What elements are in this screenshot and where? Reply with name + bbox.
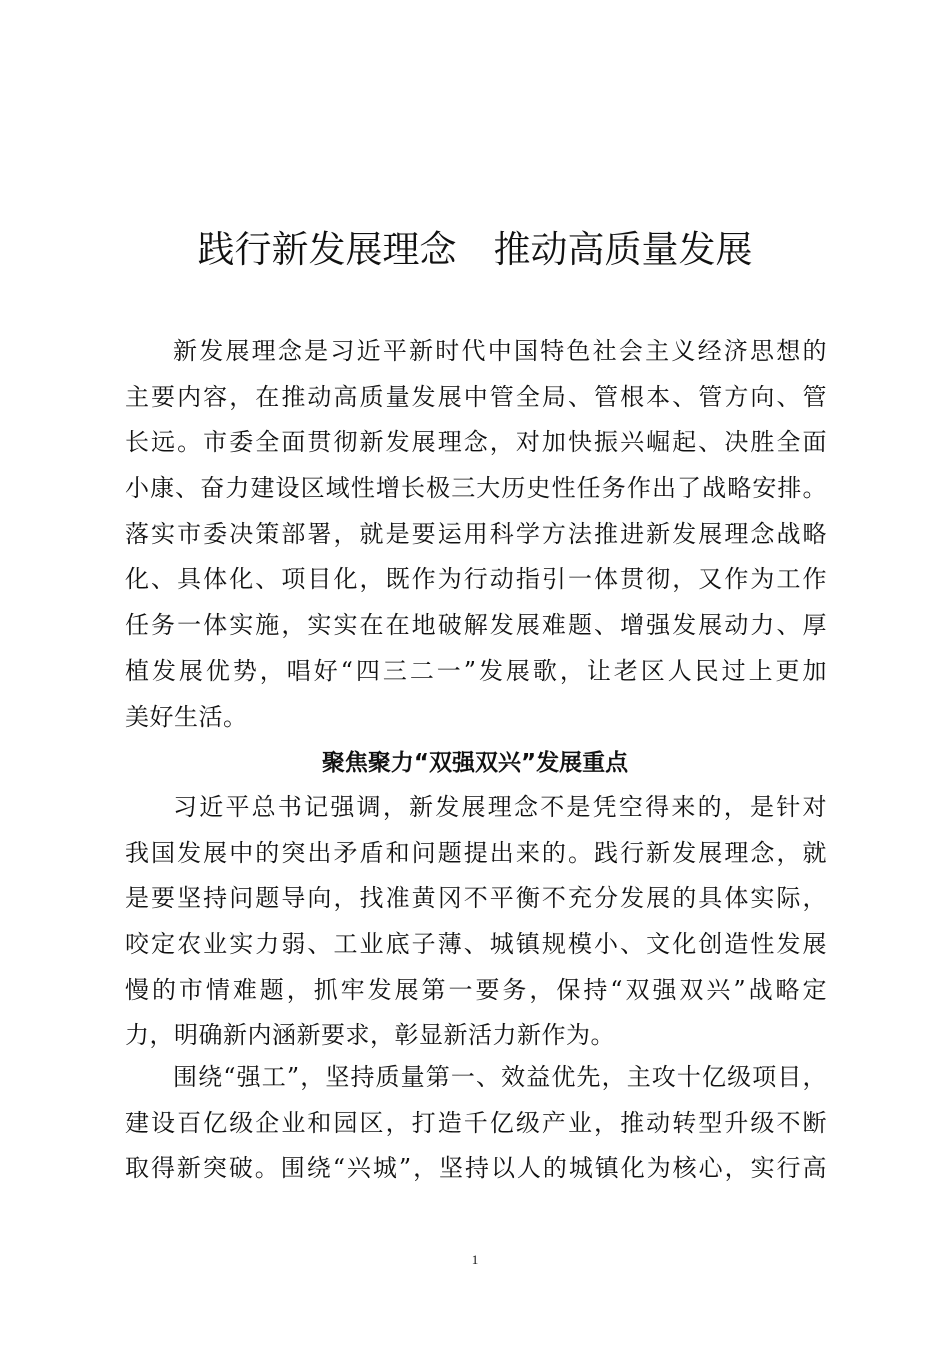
- paragraph-line: 习近平总书记强调，新发展理念不是凭空得来的，是针对: [173, 793, 827, 821]
- paragraph-3: [125, 1055, 827, 1192]
- paragraph-line: 新发展理念是习近平新时代中国特色社会主义经济思想的: [173, 337, 827, 365]
- paragraph-line: 植发展优势，唱好“四三二一”发展歌，让老区人民过上更加: [125, 656, 827, 685]
- paragraph-line: 取得新突破。围绕“兴城”，坚持以人的城镇化为核心，实行高: [125, 1154, 827, 1183]
- document-title: 践行新发展理念 推动高质量发展: [197, 228, 753, 271]
- paragraph-line: 慢的市情难题，抓牢发展第一要务，保持“双强双兴”战略定: [125, 975, 827, 1004]
- paragraph-line: 长远。市委全面贯彻新发展理念，对加快振兴崛起、决胜全面: [125, 428, 827, 457]
- paragraph-line: 力，明确新内涵新要求，彰显新活力新作为。: [125, 1021, 615, 1050]
- paragraph-line: 围绕“强工”，坚持质量第一、效益优先，主攻十亿级项目，: [173, 1063, 827, 1091]
- paragraph-line: 我国发展中的突出矛盾和问题提出来的。践行新发展理念，就: [125, 838, 827, 867]
- paragraph-line: 是要坚持问题导向，找准黄冈不平衡不充分发展的具体实际，: [125, 884, 827, 913]
- paragraph-line: 主要内容，在推动高质量发展中管全局、管根本、管方向、管: [125, 382, 827, 411]
- paragraph-line: 任务一体实施，实实在在地破解发展难题、增强发展动力、厚: [125, 611, 827, 640]
- paragraph-line: 咬定农业实力弱、工业底子薄、城镇规模小、文化创造性发展: [125, 930, 827, 959]
- paragraph-1: [125, 329, 827, 740]
- section-heading: 聚焦聚力“双强双兴”发展重点: [321, 750, 629, 776]
- paragraph-line: 美好生活。: [125, 702, 248, 731]
- paragraph-line: 化、具体化、项目化，既作为行动指引一体贯彻，又作为工作: [125, 565, 827, 594]
- page-number: 1: [471, 1252, 479, 1267]
- paragraph-line: 小康、奋力建设区域性增长极三大历史性任务作出了战略安排。: [125, 474, 827, 503]
- paragraph-line: 落实市委决策部署，就是要运用科学方法推进新发展理念战略: [125, 519, 827, 548]
- paragraph-line: 建设百亿级企业和园区，打造千亿级产业，推动转型升级不断: [125, 1108, 827, 1137]
- paragraph-2: [125, 785, 827, 1059]
